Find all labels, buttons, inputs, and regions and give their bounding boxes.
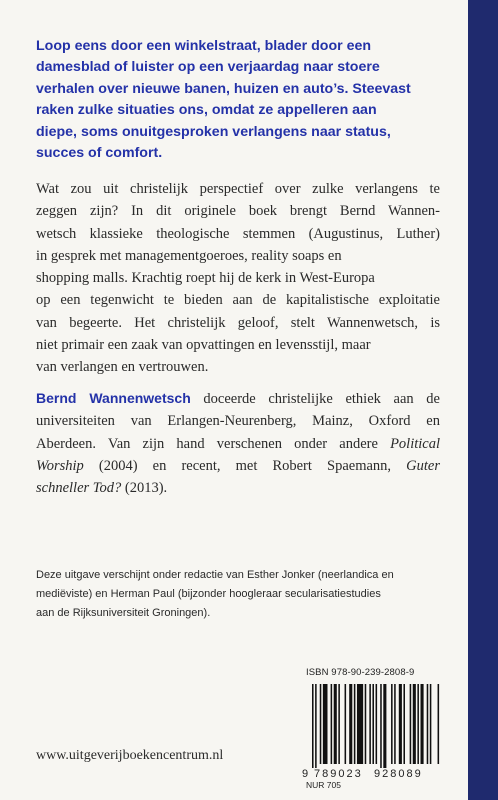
intro-blurb (36, 36, 436, 164)
barcode-bar (349, 684, 352, 764)
barcode-bar (345, 684, 347, 764)
bio-text: doceerde christelijke ethiek aan de (190, 391, 440, 407)
intro-line: Loop eens door een winkelstraat, blader door een (36, 38, 372, 54)
barcode-bar (391, 684, 393, 764)
book-title: Worship (36, 457, 84, 474)
intro-line: damesblad of luister op een verjaardag naar stoere (36, 59, 380, 76)
body-line: van verlangen en vertrouwen. (36, 359, 209, 376)
body-line: zeggen zijn? In dit originele boek brengt Bernd Wannen- (36, 203, 440, 220)
barcode-bar (365, 684, 367, 764)
isbn-label: ISBN 978-90-239-2808-9 (306, 667, 415, 678)
body-line: op een tegenwicht te bieden aan de kapitalistische exploitatie (36, 292, 440, 309)
note-line: mediëviste) en Herman Paul (bijzonder hoogleraar secularisatiestudies (36, 588, 381, 600)
bio-text: (2004) en recent, met Robert Spaemann, (83, 457, 407, 474)
bio-line (36, 477, 440, 499)
body-line: wetsch klassieke theologische stemmen (Augustinus, Luther) (36, 225, 440, 242)
barcode-bar (394, 684, 396, 764)
barcode-bar (383, 684, 386, 768)
barcode-bar (315, 684, 317, 768)
barcode-bar (334, 684, 337, 764)
barcode-bar (430, 684, 432, 764)
intro-line: diepe, soms onuitgesproken verlangens naar status, (36, 123, 391, 140)
author-bio (36, 387, 440, 499)
book-title: schneller Tod? (36, 480, 122, 497)
barcode-bar (331, 684, 333, 764)
bio-line (36, 455, 440, 477)
barcode (300, 680, 450, 790)
barcode-bar (410, 684, 412, 764)
barcode-bar (417, 684, 419, 764)
barcode-bar (354, 684, 356, 764)
body-line: van begeerte. Het christelijk geloof, stelt Wannenwetsch, is (36, 314, 440, 331)
body-line: in gesprek met managementgoeroes, reality soaps en (36, 247, 342, 264)
intro-line: succes of comfort. (36, 145, 163, 162)
barcode-bar (357, 684, 363, 764)
publisher-website[interactable]: www.uitgeverijboekencentrum.nl (36, 748, 224, 763)
book-title: Political (390, 435, 440, 452)
barcode-bar (369, 684, 371, 764)
bio-text: Aberdeen. Van zijn hand verschenen onder andere (36, 435, 378, 452)
barcode-bar (320, 684, 322, 764)
nur-code: NUR 705 (306, 780, 341, 790)
barcode-bar (403, 684, 405, 764)
barcode-bar (413, 684, 416, 764)
book-title: Guter (406, 457, 440, 474)
intro-line: verhalen over nieuwe banen, huizen en auto’s. Steevast (36, 80, 411, 97)
barcode-bar (399, 684, 402, 764)
barcode-bar (372, 684, 374, 764)
barcode-bar (312, 684, 314, 768)
description-paragraph (36, 178, 440, 379)
barcode-bars (312, 684, 439, 768)
barcode-bar (323, 684, 328, 764)
body-line: shopping malls. Krachtig roept hij de kerk in West-Europa (36, 270, 375, 287)
barcode-bar (427, 684, 429, 764)
note-line: Deze uitgave verschijnt onder redactie van Esther Jonker (neerlandica en (36, 569, 394, 581)
barcode-bar (438, 684, 440, 764)
barcode-first-digit: 9 (302, 768, 309, 780)
barcode-left-digits: 789023 (314, 768, 363, 780)
barcode-bar (376, 684, 378, 764)
editorial-note (36, 566, 440, 623)
barcode-bar (380, 684, 382, 768)
intro-line: raken zulke situaties ons, omdat ze appelleren aan (36, 102, 377, 119)
barcode-bar (338, 684, 340, 764)
body-line: niet primair een zaak van opvattingen en levensstijl, maar (36, 337, 371, 354)
barcode-bar (421, 684, 424, 764)
bio-text: (2013). (121, 480, 168, 497)
side-color-bar (468, 0, 498, 800)
bio-line: universiteiten van Erlangen-Neurenberg, Mainz, Oxford en (36, 413, 440, 430)
author-name: Bernd Wannenwetsch (36, 390, 191, 406)
bio-line (36, 387, 440, 410)
note-line: aan de Rijksuniversiteit Groningen). (36, 607, 211, 619)
bio-line (36, 433, 440, 455)
barcode-right-digits: 928089 (374, 768, 423, 780)
body-line: Wat zou uit christelijk perspectief over zulke verlangens te (36, 181, 440, 197)
